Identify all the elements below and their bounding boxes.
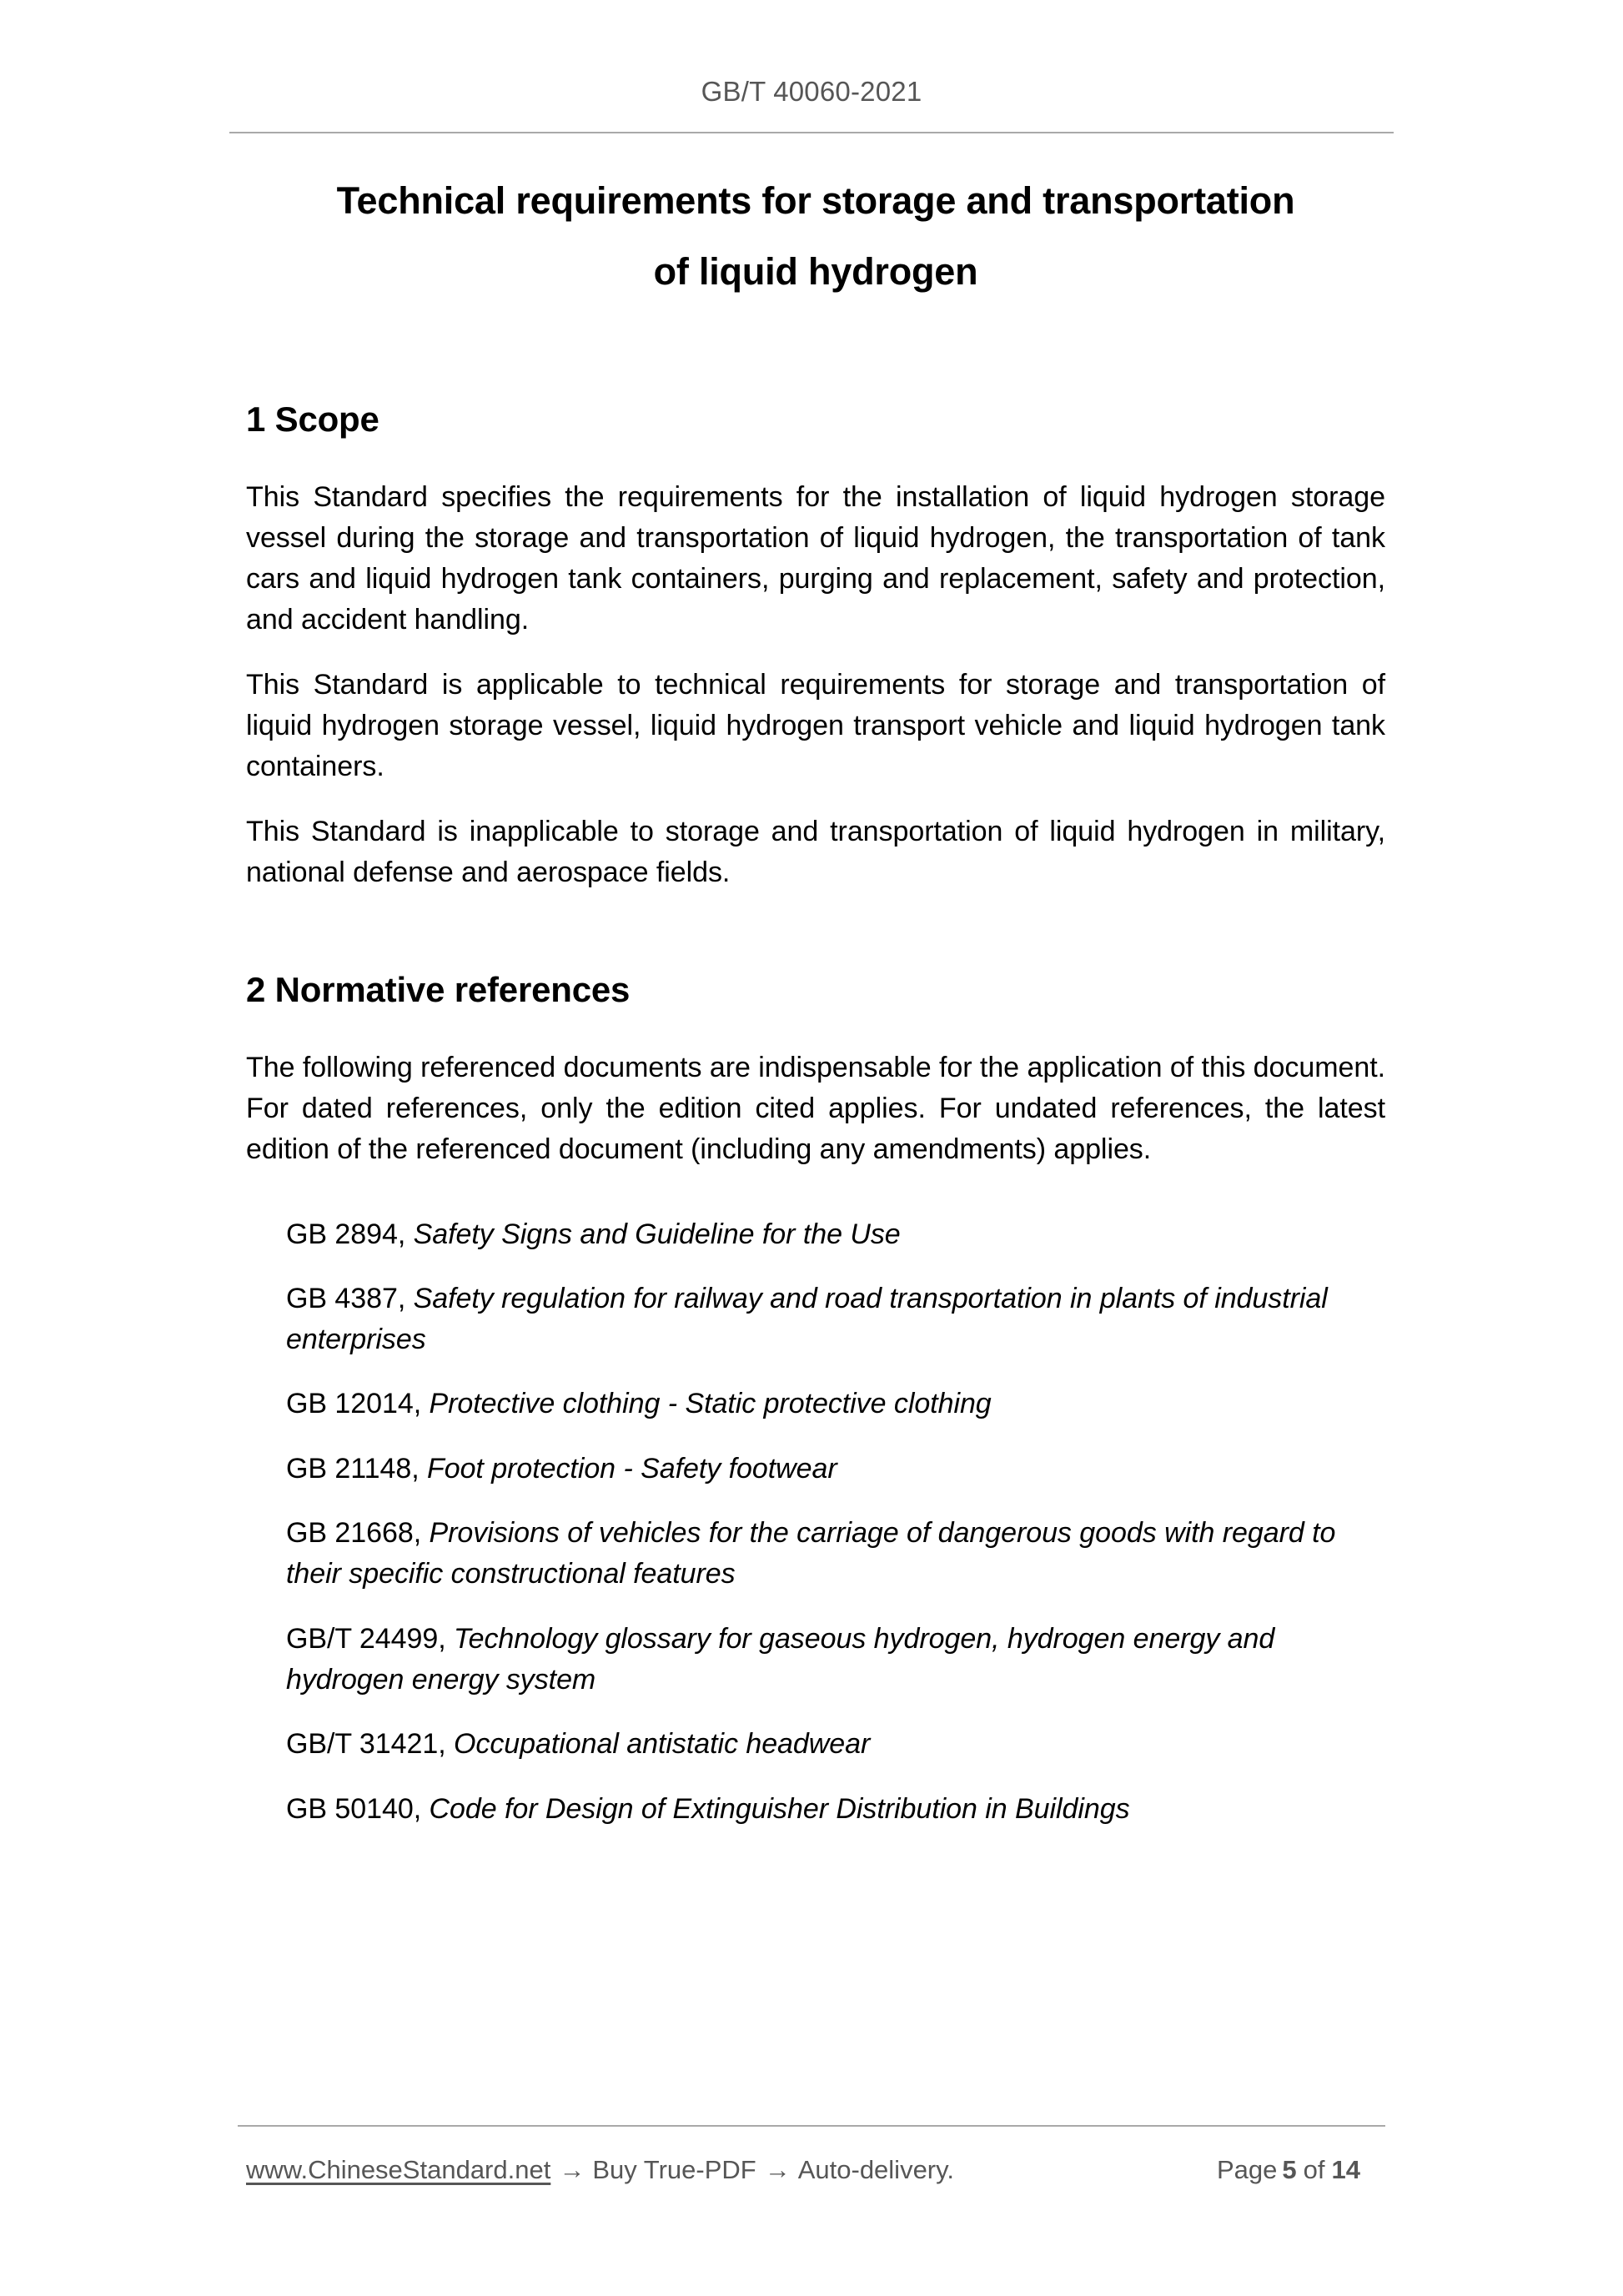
reference-code: GB/T 24499, [286,1622,455,1655]
page-indicator [1217,2155,1365,2185]
reference-code: GB 50140, [286,1792,430,1825]
reference-item [286,1214,1385,1255]
reference-code: GB 21148, [286,1452,427,1485]
reference-item [286,1384,1385,1424]
standard-number: GB/T 40060-2021 [701,76,922,107]
reference-code: GB 12014, [286,1388,430,1420]
document-title [246,177,1385,296]
footer-website-link[interactable]: www.ChineseStandard.net [246,2155,551,2184]
reference-item [286,1789,1385,1830]
page-word-label: Page [1217,2155,1278,2184]
reference-title: Technology glossary for gaseous hydrogen, hydrogen energy and hydrogen energy system [286,1622,1275,1696]
reference-code: GB/T 31421, [286,1728,455,1761]
reference-code: GB 4387, [286,1282,414,1314]
spacer-after-scope-heading [246,442,1385,477]
reference-item [286,1513,1385,1595]
reference-list [246,1214,1385,1830]
spacer-before-scope [246,296,1385,398]
scope-paragraph-1: This Standard specifies the requirements for the installation of liquid hydrogen storage vessel during the storage and transportation of liquid hydrogen, the transportation of tank cars and liquid hydrogen tank containers, purging and replacement, safety and protection, and accident handling. [246,480,1385,636]
reference-title: Protective clothing - Static protective clothing [429,1388,992,1420]
scope-paragraph-2: This Standard is applicable to technical requirements for storage and transportation of liquid hydrogen storage vessel, liquid hydrogen transport vehicle and liquid hydrogen tank containers. [246,668,1385,783]
document-title-line-1: Technical requirements for storage and transportation [336,179,1295,222]
footer-promo [246,2155,954,2185]
footer-buy-label: Buy True-PDF [592,2155,756,2184]
of-label: of [1303,2155,1325,2184]
section-heading-scope: 1 Scope [246,399,379,439]
right-arrow-icon: → [764,2155,791,2184]
spacer-before-normative-references [246,917,1385,968]
reference-item [286,1724,1385,1765]
reference-title: Foot protection - Safety footwear [427,1452,837,1485]
footer-divider [238,2125,1385,2127]
reference-item [286,1619,1385,1701]
reference-title: Safety regulation for railway and road transportation in plants of industrial enterprises [286,1282,1328,1356]
scope-paragraph-3: This Standard is inapplicable to storage and transportation of liquid hydrogen in military, national defense and aerospace fields. [246,815,1385,888]
header-divider [229,132,1394,133]
current-page-number: 5 [1282,2155,1297,2184]
reference-title: Code for Design of Extinguisher Distribution in Buildings [429,1792,1130,1825]
spacer-before-reference-list [246,1194,1385,1214]
document-body [246,177,1385,1830]
right-arrow-icon: → [559,2155,585,2184]
reference-item [286,1449,1385,1490]
reference-item [286,1279,1385,1361]
reference-title: Provisions of vehicles for the carriage of dangerous goods with regard to their specific constructional features [286,1517,1336,1590]
page-header [229,75,1394,108]
reference-title: Safety Signs and Guideline for the Use [413,1218,901,1250]
total-page-count: 14 [1331,2155,1360,2184]
reference-title: Occupational antistatic headwear [454,1728,871,1761]
section-heading-normative-references: 2 Normative references [246,970,631,1010]
page-footer [246,2145,1385,2195]
spacer-after-normative-heading [246,1012,1385,1048]
normative-references-intro: The following referenced documents are indispensable for the application of this document. For dated references, only the edition cited applies. For undated references, the latest edition of the referenced document (including any amendments) applies. [246,1051,1385,1166]
footer-delivery-label: Auto-delivery. [797,2155,954,2184]
reference-code: GB 21668, [286,1517,430,1550]
reference-code: GB 2894, [286,1218,414,1250]
document-title-line-2: of liquid hydrogen [653,249,978,293]
